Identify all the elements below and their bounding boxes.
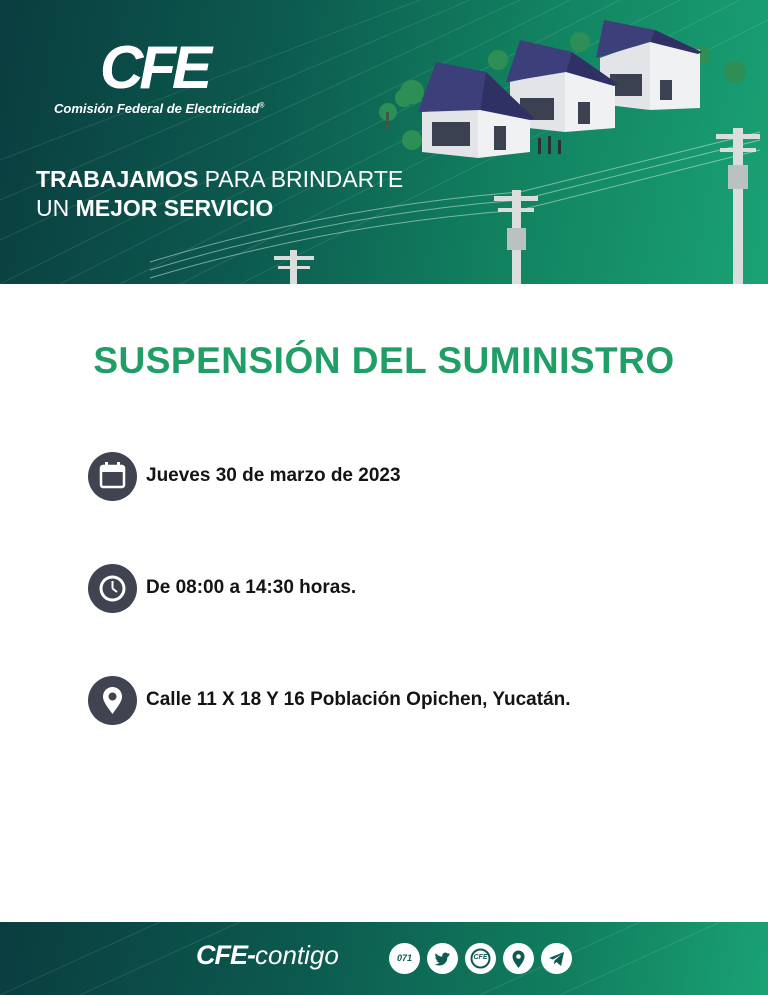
cfe-app-icon[interactable]: CFE (465, 943, 496, 974)
location-pin-icon (88, 676, 137, 725)
clock-icon (88, 564, 137, 613)
date-text: Jueves 30 de marzo de 2023 (146, 465, 401, 486)
time-text: De 08:00 a 14:30 horas. (146, 577, 357, 598)
location-icon[interactable] (503, 943, 534, 974)
footer-stripes (0, 922, 768, 995)
header-banner (0, 0, 768, 284)
cfe-logo-subtitle: Comisión Federal de Electricidad® (54, 101, 265, 116)
footer-bar (0, 922, 768, 995)
cfe-contigo-logo: CFE-contigo (196, 940, 339, 970)
twitter-icon[interactable] (427, 943, 458, 974)
phone-071-icon[interactable]: 071 (389, 943, 420, 974)
location-text: Calle 11 X 18 Y 16 Población Opichen, Yucatán. (146, 689, 571, 710)
cfe-logo: CFE (100, 34, 208, 101)
notice-title: SUSPENSIÓN DEL SUMINISTRO (93, 340, 675, 381)
banner-headline: TRABAJAMOS PARA BRINDARTE UN MEJOR SERVICIO (36, 166, 404, 221)
telegram-icon[interactable] (541, 943, 572, 974)
calendar-icon (88, 452, 137, 501)
